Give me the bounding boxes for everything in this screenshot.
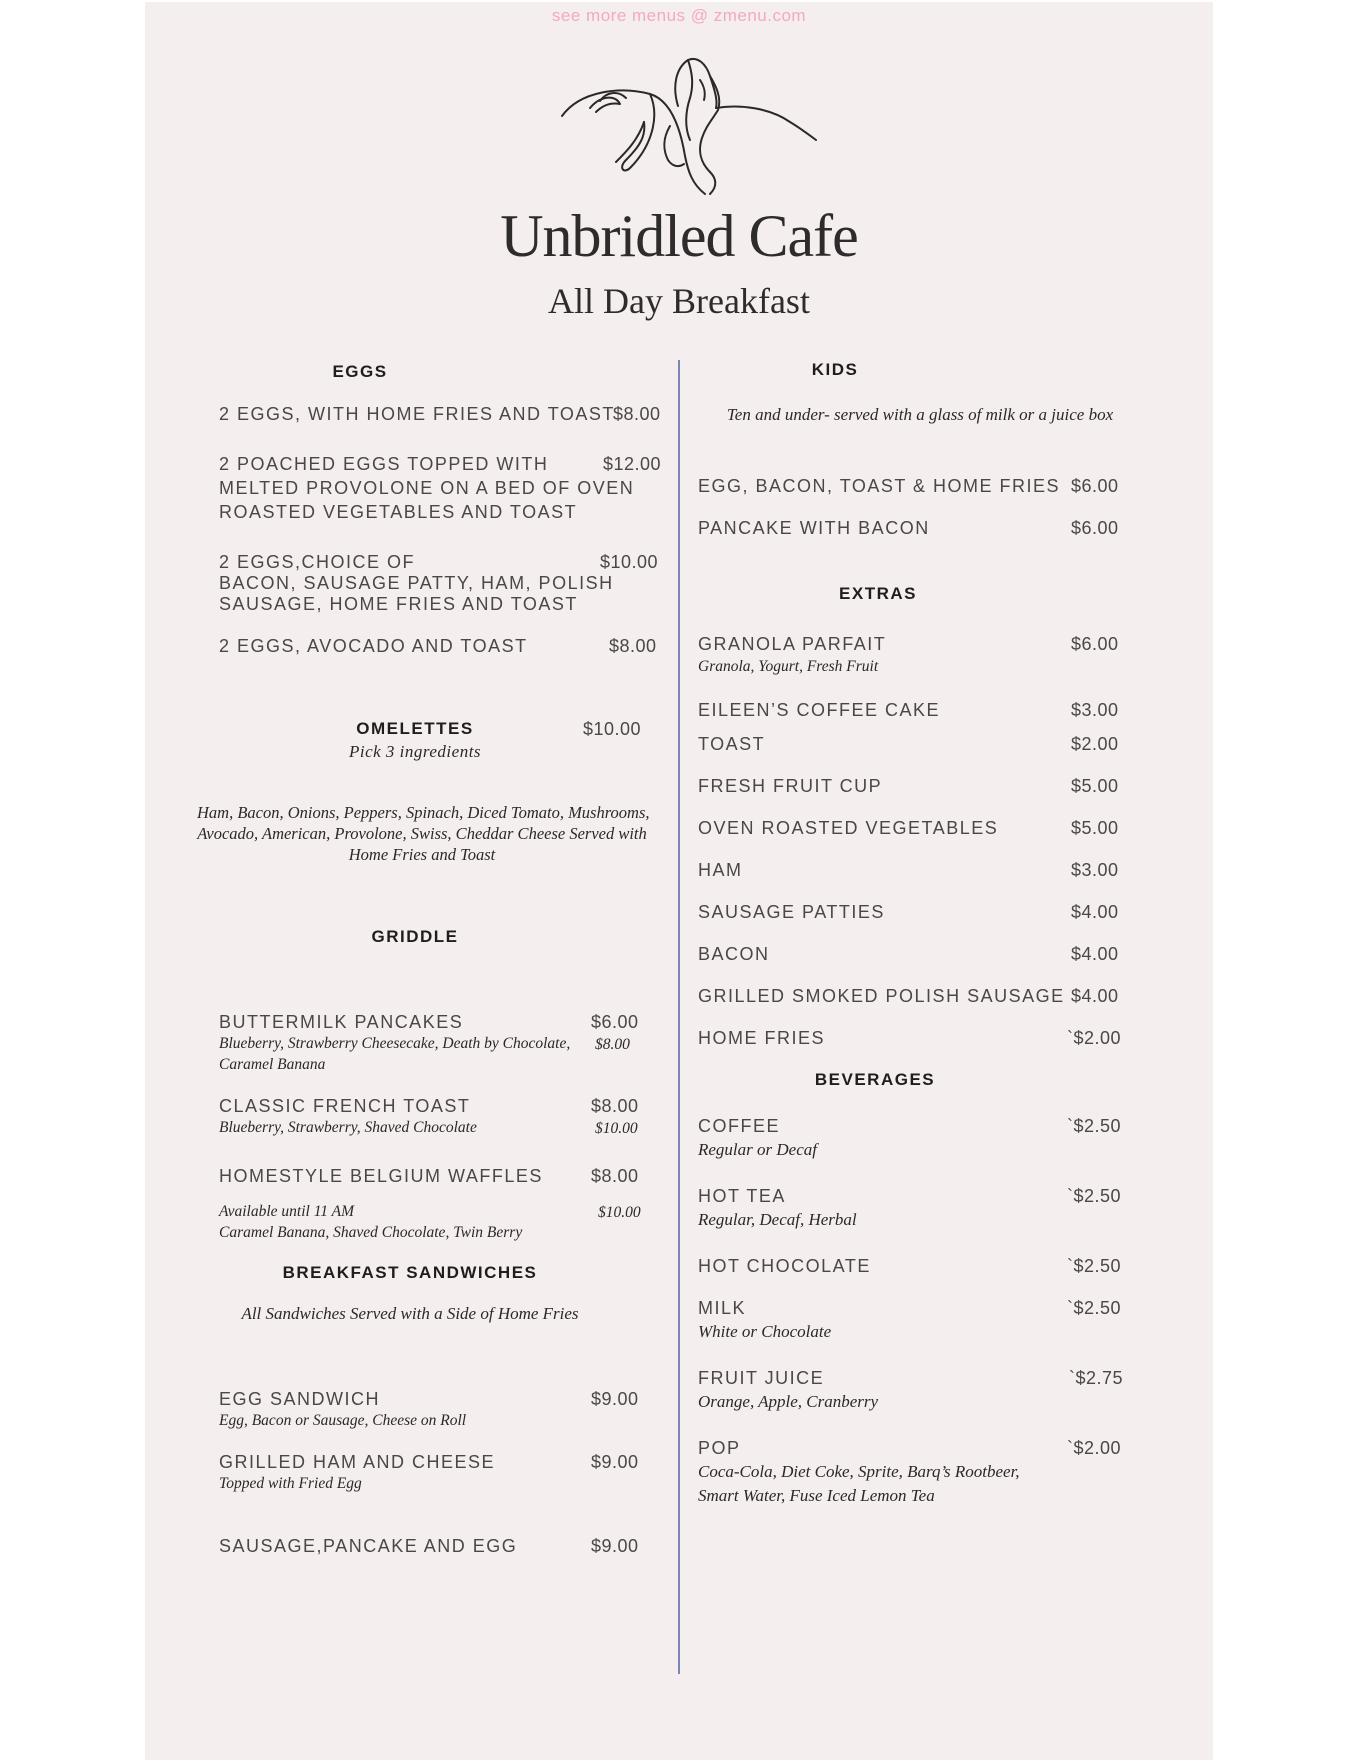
menu-item-name: MELTED PROVOLONE ON A BED OF OVEN [219,478,635,498]
menu-item-alt-price: $8.00 [595,1036,630,1053]
menu-item-name: HOT CHOCOLATE [698,1256,871,1276]
menu-item-price: `$2.50 [1067,1116,1122,1136]
menu-item-description: Regular or Decaf [698,1140,817,1159]
section-heading-eggs: EGGS [332,362,388,381]
menu-item-description: Orange, Apple, Cranberry [698,1392,879,1411]
menu-item-name: 2 EGGS, AVOCADO AND TOAST [219,636,528,656]
menu-page [145,2,1213,1760]
menu-item-name: SAUSAGE,PANCAKE AND EGG [219,1536,518,1556]
menu-item-name: HOT TEA [698,1186,786,1206]
sandwiches-note: All Sandwiches Served with a Side of Home Fries [241,1304,579,1323]
section-heading-kids: KIDS [811,360,859,379]
menu-item-description: Topped with Fried Egg [219,1475,362,1492]
menu-item-description: Blueberry, Strawberry, Shaved Chocolate [219,1119,477,1136]
menu-item-description: Granola, Yogurt, Fresh Fruit [698,658,879,675]
menu-item-description: Egg, Bacon or Sausage, Cheese on Roll [219,1412,467,1429]
menu-item-description: Available until 11 AM [219,1203,355,1220]
menu-item-price: `$2.50 [1067,1186,1122,1206]
menu-item-price: $6.00 [1071,476,1119,496]
menu-item-price: $8.00 [591,1166,639,1186]
menu-item-name: POP [698,1438,741,1458]
menu-item-name: SAUSAGE, HOME FRIES AND TOAST [219,594,578,614]
menu-item-name: EGG, BACON, TOAST & HOME FRIES [698,476,1061,496]
ingredients-line: Ham, Bacon, Onions, Peppers, Spinach, Diced Tomato, Mushrooms, [197,803,650,822]
menu-subtitle: All Day Breakfast [548,281,810,321]
ingredients-line: Avocado, American, Provolone, Swiss, Cheddar Cheese Served with [197,824,647,843]
menu-item-name: FRESH FRUIT CUP [698,776,883,796]
menu-item-name: EILEEN’S COFFEE CAKE [698,700,941,720]
menu-item-name: ROASTED VEGETABLES AND TOAST [219,502,578,522]
menu-item-name: GRILLED HAM AND CHEESE [219,1452,496,1472]
menu-item-price: $6.00 [591,1012,639,1032]
menu-item-name: SAUSAGE PATTIES [698,902,885,922]
menu-item-price: `$2.50 [1067,1298,1122,1318]
menu-item-price: $3.00 [1071,860,1119,880]
menu-item-price: `$2.75 [1069,1368,1124,1388]
menu-item-price: $4.00 [1071,902,1119,922]
omelettes-price: $10.00 [583,719,642,739]
menu-item-price: $5.00 [1071,776,1119,796]
menu-item-description: White or Chocolate [698,1322,832,1341]
menu-item-name: BACON [698,944,770,964]
menu-item-price: $9.00 [591,1452,639,1472]
menu-item-name: MILK [698,1298,747,1318]
menu-item-name: PANCAKE WITH BACON [698,518,930,538]
menu-item-description: Coca-Cola, Diet Coke, Sprite, Barq’s Rootbeer, [698,1462,1020,1481]
menu-item-price: $2.00 [1071,734,1119,754]
watermark-link[interactable]: see more menus @ zmenu.com [551,6,807,25]
menu-item-name: EGG SANDWICH [219,1389,381,1409]
menu-item-description: Regular, Decaf, Herbal [698,1210,857,1229]
menu-item-price: $4.00 [1071,944,1119,964]
menu-item-price: $12.00 [603,454,662,474]
menu-item-price: $5.00 [1071,818,1119,838]
menu-item-alt-price: $10.00 [598,1204,641,1221]
column-divider [678,360,680,1674]
section-heading-breakfast-sandwiches: BREAKFAST SANDWICHES [282,1263,538,1282]
menu-item-price: $6.00 [1071,518,1119,538]
menu-item-description: Smart Water, Fuse Iced Lemon Tea [698,1486,935,1505]
menu-item-name: BUTTERMILK PANCAKES [219,1012,464,1032]
menu-item-name: 2 EGGS,CHOICE OF [219,552,416,572]
menu-item-name: GRILLED SMOKED POLISH SAUSAGE [698,986,1065,1006]
menu-item-name: 2 POACHED EGGS TOPPED WITH [219,454,549,474]
menu-item-price: $4.00 [1071,986,1119,1006]
section-heading-omelettes: OMELETTES [356,719,474,738]
menu-item-description: Caramel Banana [219,1056,326,1073]
menu-item-name: HOME FRIES [698,1028,826,1048]
menu-item-name: HOMESTYLE BELGIUM WAFFLES [219,1166,543,1186]
section-heading-extras: EXTRAS [839,584,917,603]
omelettes-note: Pick 3 ingredients [348,742,482,761]
menu-item-price: $8.00 [591,1096,639,1116]
menu-item-name: COFFEE [698,1116,781,1136]
menu-item-name: 2 EGGS, WITH HOME FRIES AND TOAST [219,404,615,424]
section-heading-griddle: GRIDDLE [371,927,459,946]
menu-item-price: $10.00 [600,552,659,572]
menu-item-price: $9.00 [591,1389,639,1409]
ingredients-line: Home Fries and Toast [348,845,496,864]
restaurant-title: Unbridled Cafe [500,203,858,269]
menu-item-alt-price: $10.00 [595,1120,638,1137]
menu-item-name: FRUIT JUICE [698,1368,825,1388]
menu-item-name: OVEN ROASTED VEGETABLES [698,818,999,838]
menu-item-price: `$2.00 [1067,1438,1122,1458]
menu-item-description: Blueberry, Strawberry Cheesecake, Death by Chocolate, [219,1035,571,1052]
menu-item-name: HAM [698,860,743,880]
menu-item-price: $3.00 [1071,700,1119,720]
menu-item-name: GRANOLA PARFAIT [698,634,887,654]
menu-item-price: $6.00 [1071,634,1119,654]
menu-item-price: $8.00 [613,404,661,424]
kids-note: Ten and under- served with a glass of milk or a juice box [726,405,1114,424]
menu-item-name: CLASSIC FRENCH TOAST [219,1096,471,1116]
section-heading-beverages: BEVERAGES [814,1070,936,1089]
menu-item-description: Caramel Banana, Shaved Chocolate, Twin Berry [219,1224,523,1241]
menu-item-price: `$2.50 [1067,1256,1122,1276]
omelettes-ingredients [197,802,650,865]
menu-item-price: $9.00 [591,1536,639,1556]
menu-item-name: TOAST [698,734,766,754]
menu-item-name: BACON, SAUSAGE PATTY, HAM, POLISH [219,573,614,593]
menu-item-price: `$2.00 [1067,1028,1122,1048]
horse-line-drawing-icon [560,56,820,196]
menu-item-price: $8.00 [609,636,657,656]
